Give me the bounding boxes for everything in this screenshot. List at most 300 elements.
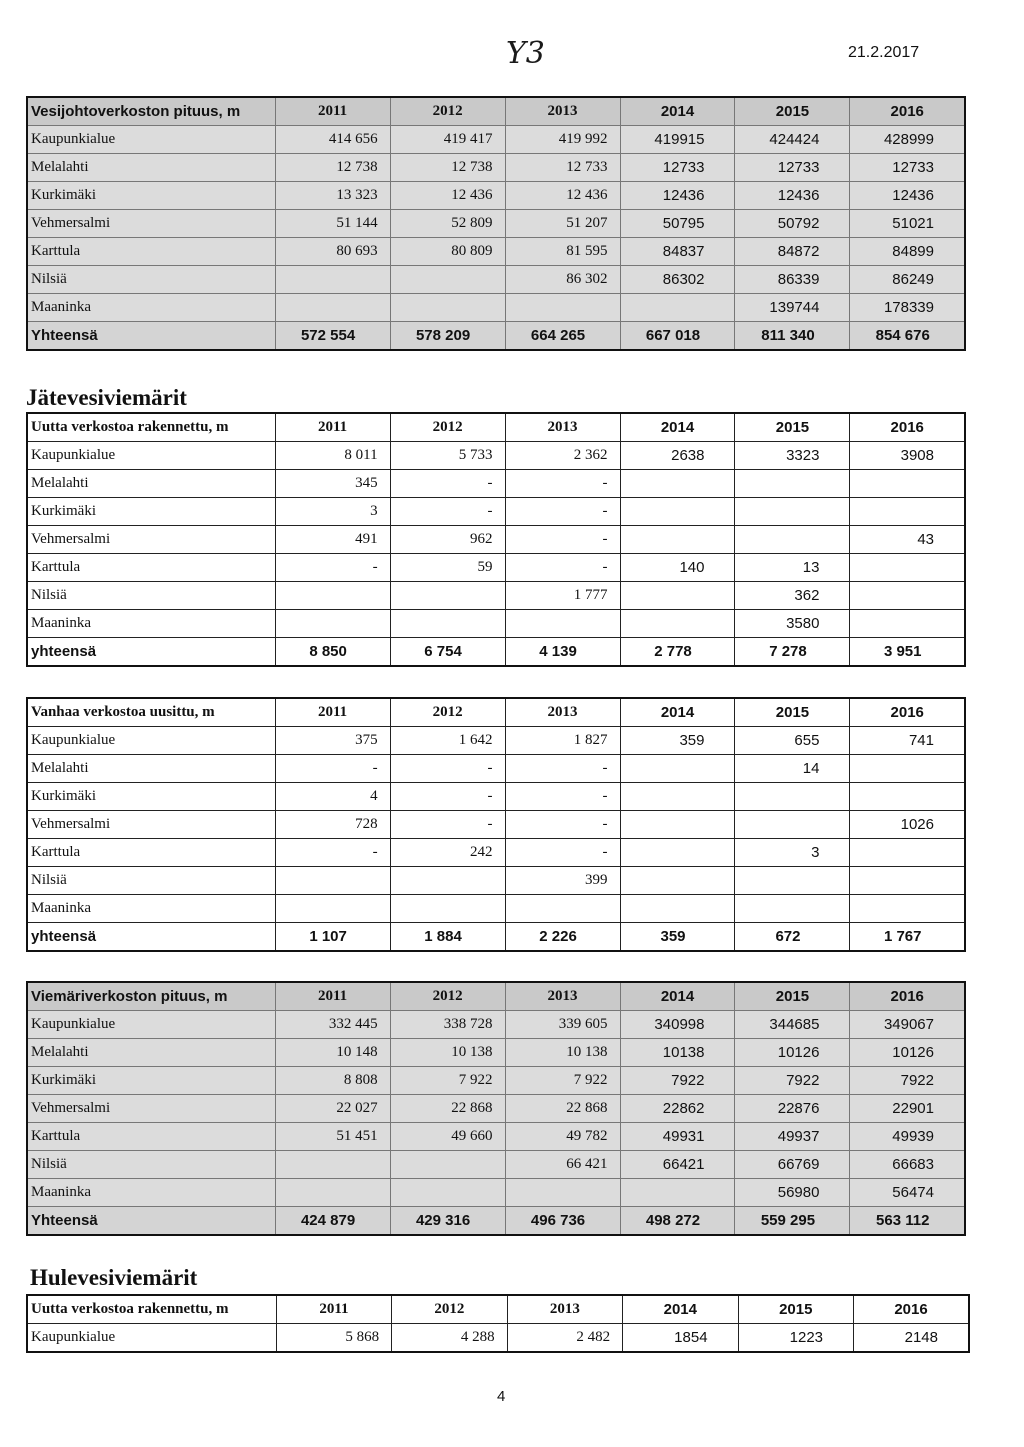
value-cell — [850, 498, 965, 526]
table-row — [27, 182, 965, 210]
value-cell — [275, 266, 390, 294]
value-cell: 424424 — [735, 126, 850, 154]
value-cell: 49939 — [850, 1123, 965, 1151]
value-cell: 14 — [735, 755, 850, 783]
value-cell — [390, 895, 505, 923]
value-cell: 2638 — [620, 442, 735, 470]
table-row — [27, 554, 965, 582]
year-header-cell: 2015 — [738, 1295, 853, 1324]
value-cell — [390, 1151, 505, 1179]
value-cell — [505, 610, 620, 638]
area-label-cell: Kaupunkialue — [27, 442, 275, 470]
table-title-cell: Uutta verkostoa rakennettu, m — [27, 413, 275, 442]
area-label-cell: Karttula — [27, 1123, 275, 1151]
year-header-cell: 2013 — [505, 97, 620, 126]
table-row — [27, 294, 965, 322]
area-label-cell: Vehmersalmi — [27, 526, 275, 554]
year-header-cell: 2013 — [507, 1295, 622, 1324]
total-row — [27, 322, 965, 351]
value-cell — [505, 294, 620, 322]
value-cell: 7922 — [850, 1067, 965, 1095]
value-cell: - — [390, 755, 505, 783]
value-cell: 339 605 — [505, 1011, 620, 1039]
value-cell: 491 — [275, 526, 390, 554]
value-cell: 59 — [390, 554, 505, 582]
value-cell — [275, 610, 390, 638]
value-cell: 43 — [850, 526, 965, 554]
value-cell: - — [275, 554, 390, 582]
value-cell: - — [275, 755, 390, 783]
table-title-cell: Viemäriverkoston pituus, m — [27, 982, 275, 1011]
value-cell: 80 809 — [390, 238, 505, 266]
value-cell: 414 656 — [275, 126, 390, 154]
value-cell: 728 — [275, 811, 390, 839]
value-cell — [850, 582, 965, 610]
area-label-cell: Nilsiä — [27, 1151, 275, 1179]
area-label-cell: Karttula — [27, 238, 275, 266]
area-label-cell: Vehmersalmi — [27, 210, 275, 238]
value-cell: 51021 — [850, 210, 965, 238]
total-value-cell: 667 018 — [620, 322, 735, 351]
total-value-cell: 496 736 — [505, 1207, 620, 1236]
value-cell — [620, 582, 735, 610]
value-cell: 340998 — [620, 1011, 735, 1039]
value-cell: 49931 — [620, 1123, 735, 1151]
table-row — [27, 1067, 965, 1095]
value-cell — [620, 610, 735, 638]
wastewater-heading: Jätevesiviemärit — [26, 385, 187, 410]
value-cell: 332 445 — [275, 1011, 390, 1039]
table-title-cell: Uutta verkostoa rakennettu, m — [27, 1295, 276, 1324]
value-cell — [275, 294, 390, 322]
value-cell: - — [505, 498, 620, 526]
total-value-cell: 8 850 — [275, 638, 390, 667]
value-cell: 10126 — [850, 1039, 965, 1067]
value-cell — [620, 811, 735, 839]
value-cell: 51 207 — [505, 210, 620, 238]
total-value-cell: 1 107 — [275, 923, 390, 952]
table-row — [27, 1011, 965, 1039]
value-cell: 12436 — [620, 182, 735, 210]
value-cell: 4 — [275, 783, 390, 811]
table-row — [27, 266, 965, 294]
total-row — [27, 1207, 965, 1236]
total-value-cell: 6 754 — [390, 638, 505, 667]
value-cell: 86 302 — [505, 266, 620, 294]
table-row — [27, 526, 965, 554]
value-cell — [505, 1179, 620, 1207]
value-cell: 3323 — [735, 442, 850, 470]
value-cell — [850, 470, 965, 498]
value-cell: 2148 — [854, 1324, 969, 1353]
value-cell: 655 — [735, 727, 850, 755]
value-cell — [735, 498, 850, 526]
value-cell — [735, 867, 850, 895]
value-cell: - — [275, 839, 390, 867]
value-cell: 741 — [850, 727, 965, 755]
handwritten-page-mark: Y3 — [506, 36, 545, 71]
area-label-cell: Melalahti — [27, 1039, 275, 1067]
table-row — [27, 1151, 965, 1179]
total-label-cell: yhteensä — [27, 923, 275, 952]
value-cell: 140 — [620, 554, 735, 582]
value-cell — [620, 1179, 735, 1207]
value-cell: 419 417 — [390, 126, 505, 154]
value-cell: 2 362 — [505, 442, 620, 470]
value-cell — [850, 867, 965, 895]
value-cell — [850, 895, 965, 923]
table-title-cell: Vesijohtoverkoston pituus, m — [27, 97, 275, 126]
total-row — [27, 923, 965, 952]
value-cell: 56474 — [850, 1179, 965, 1207]
value-cell: 51 451 — [275, 1123, 390, 1151]
value-cell: - — [505, 839, 620, 867]
value-cell — [735, 811, 850, 839]
table-row — [27, 582, 965, 610]
value-cell: 12733 — [735, 154, 850, 182]
value-cell — [620, 498, 735, 526]
value-cell: 12 738 — [275, 154, 390, 182]
value-cell: 399 — [505, 867, 620, 895]
area-label-cell: Kurkimäki — [27, 182, 275, 210]
value-cell: 7922 — [735, 1067, 850, 1095]
table-row — [27, 1123, 965, 1151]
area-label-cell: Maaninka — [27, 1179, 275, 1207]
value-cell — [390, 266, 505, 294]
year-header-cell: 2015 — [735, 698, 850, 727]
year-header-cell: 2016 — [850, 413, 965, 442]
area-label-cell: Melalahti — [27, 470, 275, 498]
value-cell: 86302 — [620, 266, 735, 294]
table-row — [27, 126, 965, 154]
total-value-cell: 7 278 — [735, 638, 850, 667]
year-header-cell: 2014 — [620, 413, 735, 442]
area-label-cell: Melalahti — [27, 154, 275, 182]
value-cell: 22 868 — [505, 1095, 620, 1123]
value-cell: 50795 — [620, 210, 735, 238]
value-cell: 1 642 — [390, 727, 505, 755]
value-cell — [275, 582, 390, 610]
year-header-cell: 2015 — [735, 97, 850, 126]
year-header-cell: 2011 — [276, 1295, 391, 1324]
table-row — [27, 1095, 965, 1123]
value-cell: - — [505, 470, 620, 498]
value-cell: 3 — [735, 839, 850, 867]
total-value-cell: 424 879 — [275, 1207, 390, 1236]
value-cell — [620, 895, 735, 923]
stormwater-new-network-table — [26, 1294, 970, 1353]
value-cell: 52 809 — [390, 210, 505, 238]
value-cell: 10126 — [735, 1039, 850, 1067]
year-header-cell: 2011 — [275, 982, 390, 1011]
value-cell: - — [505, 526, 620, 554]
area-label-cell: Kaupunkialue — [27, 1324, 276, 1353]
value-cell — [735, 470, 850, 498]
value-cell — [275, 1151, 390, 1179]
area-label-cell: Maaninka — [27, 895, 275, 923]
year-header-cell: 2014 — [620, 698, 735, 727]
value-cell: 8 808 — [275, 1067, 390, 1095]
total-value-cell: 672 — [735, 923, 850, 952]
area-label-cell: Vehmersalmi — [27, 1095, 275, 1123]
value-cell — [735, 783, 850, 811]
value-cell: 2 482 — [507, 1324, 622, 1353]
table-header-row — [27, 1295, 969, 1324]
value-cell: 1026 — [850, 811, 965, 839]
water-pipe-length-table — [26, 96, 966, 351]
value-cell: 10 138 — [505, 1039, 620, 1067]
value-cell: 12 436 — [505, 182, 620, 210]
total-value-cell: 1 767 — [850, 923, 965, 952]
value-cell — [850, 839, 965, 867]
year-header-cell: 2014 — [620, 982, 735, 1011]
wastewater-renewed-network-table — [26, 697, 966, 952]
year-header-cell: 2016 — [850, 698, 965, 727]
value-cell: 86249 — [850, 266, 965, 294]
document-date: 21.2.2017 — [848, 44, 920, 61]
area-label-cell: Kurkimäki — [27, 783, 275, 811]
value-cell: 81 595 — [505, 238, 620, 266]
value-cell: 1 777 — [505, 582, 620, 610]
area-label-cell: Karttula — [27, 839, 275, 867]
area-label-cell: Kaupunkialue — [27, 126, 275, 154]
total-label-cell: Yhteensä — [27, 1207, 275, 1236]
value-cell: 3908 — [850, 442, 965, 470]
value-cell — [620, 470, 735, 498]
value-cell: - — [505, 554, 620, 582]
table-row — [27, 895, 965, 923]
table-row — [27, 154, 965, 182]
year-header-cell: 2015 — [735, 413, 850, 442]
value-cell: 84837 — [620, 238, 735, 266]
value-cell: 49 660 — [390, 1123, 505, 1151]
value-cell: 5 733 — [390, 442, 505, 470]
area-label-cell: Kurkimäki — [27, 498, 275, 526]
area-label-cell: Vehmersalmi — [27, 811, 275, 839]
total-label-cell: yhteensä — [27, 638, 275, 667]
year-header-cell: 2012 — [390, 413, 505, 442]
value-cell: 3580 — [735, 610, 850, 638]
value-cell — [850, 610, 965, 638]
value-cell: 419915 — [620, 126, 735, 154]
total-value-cell: 664 265 — [505, 322, 620, 351]
table-row — [27, 238, 965, 266]
value-cell: 10138 — [620, 1039, 735, 1067]
value-cell: 12733 — [850, 154, 965, 182]
value-cell: 242 — [390, 839, 505, 867]
table-row — [27, 727, 965, 755]
value-cell — [620, 294, 735, 322]
value-cell — [620, 839, 735, 867]
value-cell: 66683 — [850, 1151, 965, 1179]
value-cell: 1 827 — [505, 727, 620, 755]
value-cell: 4 288 — [392, 1324, 507, 1353]
value-cell — [390, 582, 505, 610]
value-cell — [620, 867, 735, 895]
total-value-cell: 1 884 — [390, 923, 505, 952]
year-header-cell: 2012 — [390, 97, 505, 126]
value-cell: 80 693 — [275, 238, 390, 266]
value-cell: 66 421 — [505, 1151, 620, 1179]
value-cell: 22876 — [735, 1095, 850, 1123]
total-value-cell: 498 272 — [620, 1207, 735, 1236]
year-header-cell: 2016 — [850, 97, 965, 126]
value-cell: 962 — [390, 526, 505, 554]
table-header-row — [27, 413, 965, 442]
year-header-cell: 2011 — [275, 698, 390, 727]
value-cell: 428999 — [850, 126, 965, 154]
table-header-row — [27, 982, 965, 1011]
value-cell: 50792 — [735, 210, 850, 238]
table-row — [27, 839, 965, 867]
area-label-cell: Kurkimäki — [27, 1067, 275, 1095]
value-cell — [390, 610, 505, 638]
table-row — [27, 498, 965, 526]
wastewater-new-network-table — [26, 412, 966, 667]
value-cell: 375 — [275, 727, 390, 755]
value-cell: 1854 — [623, 1324, 738, 1353]
value-cell: 345 — [275, 470, 390, 498]
total-value-cell: 4 139 — [505, 638, 620, 667]
value-cell: 7 922 — [390, 1067, 505, 1095]
year-header-cell: 2015 — [735, 982, 850, 1011]
value-cell: 10 138 — [390, 1039, 505, 1067]
value-cell: - — [390, 470, 505, 498]
year-header-cell: 2012 — [392, 1295, 507, 1324]
value-cell: 349067 — [850, 1011, 965, 1039]
value-cell: - — [390, 783, 505, 811]
value-cell: 49937 — [735, 1123, 850, 1151]
area-label-cell: Melalahti — [27, 755, 275, 783]
table-row — [27, 610, 965, 638]
table-title-cell: Vanhaa verkostoa uusittu, m — [27, 698, 275, 727]
value-cell — [390, 867, 505, 895]
value-cell: 22 027 — [275, 1095, 390, 1123]
total-value-cell: 559 295 — [735, 1207, 850, 1236]
value-cell: 139744 — [735, 294, 850, 322]
value-cell: 7 922 — [505, 1067, 620, 1095]
value-cell: 1223 — [738, 1324, 853, 1353]
value-cell: - — [505, 755, 620, 783]
table-row — [27, 783, 965, 811]
total-value-cell: 572 554 — [275, 322, 390, 351]
value-cell — [275, 867, 390, 895]
year-header-cell: 2016 — [854, 1295, 969, 1324]
value-cell: 344685 — [735, 1011, 850, 1039]
area-label-cell: Nilsiä — [27, 582, 275, 610]
value-cell — [275, 1179, 390, 1207]
total-value-cell: 578 209 — [390, 322, 505, 351]
value-cell: - — [505, 811, 620, 839]
table-row — [27, 210, 965, 238]
table-row — [27, 811, 965, 839]
area-label-cell: Karttula — [27, 554, 275, 582]
value-cell — [850, 783, 965, 811]
sewer-network-length-table — [26, 981, 966, 1236]
value-cell: 66421 — [620, 1151, 735, 1179]
value-cell: 12436 — [735, 182, 850, 210]
total-value-cell: 359 — [620, 923, 735, 952]
value-cell: 12 436 — [390, 182, 505, 210]
value-cell — [850, 554, 965, 582]
value-cell: 10 148 — [275, 1039, 390, 1067]
total-value-cell: 563 112 — [850, 1207, 965, 1236]
table-row — [27, 867, 965, 895]
value-cell — [275, 895, 390, 923]
value-cell: 84899 — [850, 238, 965, 266]
value-cell: 13 — [735, 554, 850, 582]
area-label-cell: Maaninka — [27, 610, 275, 638]
value-cell: - — [505, 783, 620, 811]
area-label-cell: Nilsiä — [27, 867, 275, 895]
value-cell: 12 733 — [505, 154, 620, 182]
value-cell: - — [390, 498, 505, 526]
value-cell — [390, 294, 505, 322]
year-header-cell: 2014 — [623, 1295, 738, 1324]
year-header-cell: 2011 — [275, 97, 390, 126]
year-header-cell: 2016 — [850, 982, 965, 1011]
value-cell: 362 — [735, 582, 850, 610]
value-cell — [390, 1179, 505, 1207]
value-cell: 22862 — [620, 1095, 735, 1123]
value-cell: 8 011 — [275, 442, 390, 470]
value-cell: 84872 — [735, 238, 850, 266]
year-header-cell: 2011 — [275, 413, 390, 442]
year-header-cell: 2012 — [390, 982, 505, 1011]
table-header-row — [27, 698, 965, 727]
total-row — [27, 638, 965, 667]
page-number: 4 — [497, 1388, 506, 1405]
value-cell: 51 144 — [275, 210, 390, 238]
total-value-cell: 2 778 — [620, 638, 735, 667]
area-label-cell: Kaupunkialue — [27, 727, 275, 755]
value-cell — [735, 895, 850, 923]
area-label-cell: Maaninka — [27, 294, 275, 322]
value-cell: 359 — [620, 727, 735, 755]
value-cell: 3 — [275, 498, 390, 526]
value-cell — [620, 783, 735, 811]
total-value-cell: 811 340 — [735, 322, 850, 351]
value-cell: 12733 — [620, 154, 735, 182]
value-cell: 419 992 — [505, 126, 620, 154]
value-cell: 13 323 — [275, 182, 390, 210]
table-row — [27, 1179, 965, 1207]
total-value-cell: 854 676 — [850, 322, 965, 351]
total-value-cell: 3 951 — [850, 638, 965, 667]
table-row — [27, 755, 965, 783]
year-header-cell: 2013 — [505, 413, 620, 442]
year-header-cell: 2014 — [620, 97, 735, 126]
value-cell: 12436 — [850, 182, 965, 210]
total-value-cell: 2 226 — [505, 923, 620, 952]
value-cell — [850, 755, 965, 783]
table-header-row — [27, 97, 965, 126]
value-cell: 5 868 — [276, 1324, 391, 1353]
area-label-cell: Nilsiä — [27, 266, 275, 294]
year-header-cell: 2013 — [505, 698, 620, 727]
area-label-cell: Kaupunkialue — [27, 1011, 275, 1039]
table-row — [27, 1039, 965, 1067]
table-row — [27, 1324, 969, 1353]
value-cell: - — [390, 811, 505, 839]
value-cell: 22901 — [850, 1095, 965, 1123]
value-cell — [620, 526, 735, 554]
value-cell: 49 782 — [505, 1123, 620, 1151]
year-header-cell: 2012 — [390, 698, 505, 727]
value-cell: 178339 — [850, 294, 965, 322]
value-cell: 66769 — [735, 1151, 850, 1179]
table-row — [27, 470, 965, 498]
